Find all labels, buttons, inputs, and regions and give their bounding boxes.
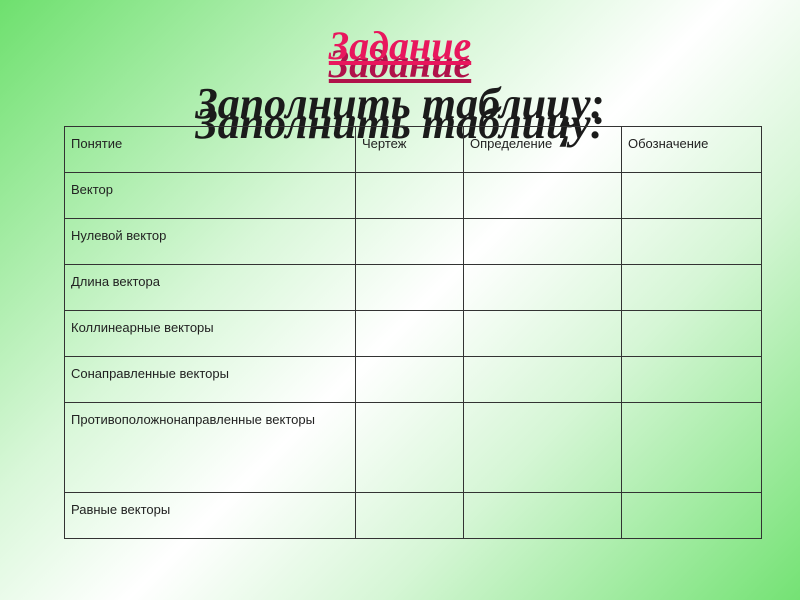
header-definition: Определение bbox=[464, 127, 622, 173]
drawing-cell[interactable] bbox=[356, 493, 464, 539]
drawing-cell[interactable] bbox=[356, 173, 464, 219]
definition-cell[interactable] bbox=[464, 219, 622, 265]
drawing-cell[interactable] bbox=[356, 265, 464, 311]
notation-cell[interactable] bbox=[622, 173, 762, 219]
definition-cell[interactable] bbox=[464, 265, 622, 311]
concept-cell: Длина вектора bbox=[65, 265, 356, 311]
table-row bbox=[65, 311, 762, 357]
table-row bbox=[65, 219, 762, 265]
header-notation: Обозначение bbox=[622, 127, 762, 173]
definition-cell[interactable] bbox=[464, 173, 622, 219]
notation-cell[interactable] bbox=[622, 265, 762, 311]
concept-cell: Коллинеарные векторы bbox=[65, 311, 356, 357]
table-row bbox=[65, 403, 762, 493]
header-concept: Понятие bbox=[65, 127, 356, 173]
concept-cell: Противоположнонаправленные векторы bbox=[65, 403, 356, 493]
table-row bbox=[65, 493, 762, 539]
definition-cell[interactable] bbox=[464, 493, 622, 539]
drawing-cell[interactable] bbox=[356, 219, 464, 265]
notation-cell[interactable] bbox=[622, 311, 762, 357]
concept-cell: Равные векторы bbox=[65, 493, 356, 539]
concept-cell: Вектор bbox=[65, 173, 356, 219]
notation-cell[interactable] bbox=[622, 493, 762, 539]
drawing-cell[interactable] bbox=[356, 357, 464, 403]
notation-cell[interactable] bbox=[622, 357, 762, 403]
definition-cell[interactable] bbox=[464, 403, 622, 493]
concept-cell: Нулевой вектор bbox=[65, 219, 356, 265]
task-title: Задание bbox=[328, 23, 472, 68]
drawing-cell[interactable] bbox=[356, 403, 464, 493]
notation-cell[interactable] bbox=[622, 219, 762, 265]
table-row bbox=[65, 173, 762, 219]
header-drawing: Чертеж bbox=[356, 127, 464, 173]
drawing-cell[interactable] bbox=[356, 311, 464, 357]
table-row bbox=[65, 265, 762, 311]
table-header-row bbox=[65, 127, 762, 173]
definition-cell[interactable] bbox=[464, 357, 622, 403]
concept-cell: Сонаправленные векторы bbox=[65, 357, 356, 403]
concepts-table bbox=[64, 126, 762, 539]
instruction-title: Заполнить таблицу: bbox=[195, 79, 605, 128]
table-row bbox=[65, 357, 762, 403]
notation-cell[interactable] bbox=[622, 403, 762, 493]
definition-cell[interactable] bbox=[464, 311, 622, 357]
